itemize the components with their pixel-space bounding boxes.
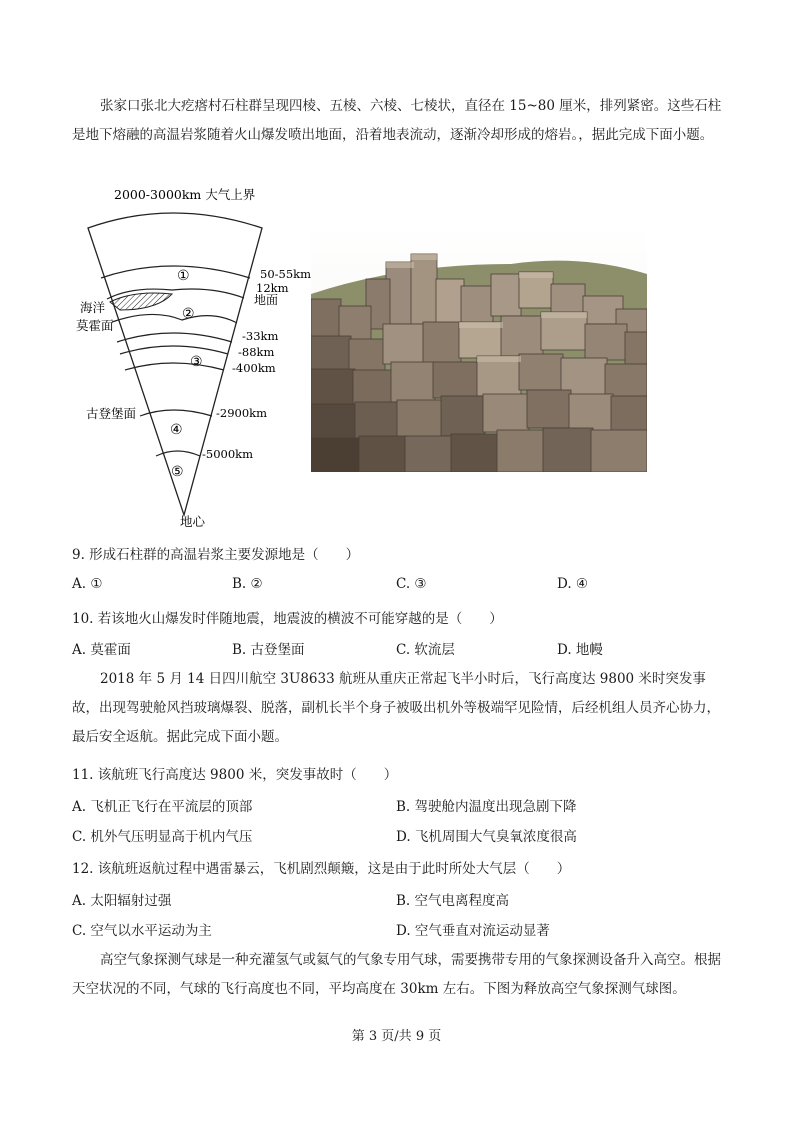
q12-option-d[interactable]: D. 空气垂直对流运动显著 (396, 923, 550, 939)
layer-1-label: ① (177, 268, 190, 284)
q9-option-d[interactable]: D. ④ (557, 576, 589, 592)
depth-label-50-55km: 50-55km (260, 267, 312, 281)
q10-option-b[interactable]: B. 古登堡面 (232, 642, 305, 658)
intro-paragraph-balloon: 高空气象探测气球是一种充灌氢气或氦气的气象专用气球，需要携带专用的气象探测设备升入高空。根据天空状况的不同，气球的飞行高度也不同，平均高度在 30km 左右。下图为释放高空气象探测气球图。 (72, 952, 721, 997)
depth-label-5000km: -5000km (202, 447, 254, 461)
q11-option-d[interactable]: D. 飞机周围大气臭氧浓度很高 (396, 829, 577, 845)
asthenosphere-bottom-line (120, 346, 228, 354)
q11-option-c[interactable]: C. 机外气压明显高于机内气压 (72, 829, 253, 845)
depth-label-88km: -88km (238, 345, 275, 359)
q12-option-c[interactable]: C. 空气以水平运动为主 (72, 923, 212, 939)
question-12-stem: 12. 该航班返航过程中遇雷暴云，飞机剧烈颠簸，这是由于此时所处大气层（ ） (72, 861, 571, 877)
atmosphere-top-label: 2000-3000km 大气上界 (114, 187, 256, 202)
q11-option-a[interactable]: A. 飞机正飞行在平流层的顶部 (72, 799, 253, 815)
q9-option-c[interactable]: C. ③ (396, 576, 427, 592)
depth-label-ground: 地面 (254, 293, 279, 307)
gutenberg-label: 古登堡面 (86, 406, 137, 421)
moho-label: 莫霍面 (76, 318, 114, 333)
question-10-stem: 10. 若该地火山爆发时伴随地震，地震波的横波不可能穿越的是（ ） (72, 611, 503, 627)
asthenosphere-top-line (117, 333, 232, 342)
q9-option-b[interactable]: B. ② (232, 576, 263, 592)
moho-line (112, 314, 237, 323)
question-9-stem: 9. 形成石柱群的高温岩浆主要发源地是（ ） (72, 547, 360, 563)
core-label: 地心 (180, 514, 206, 529)
q10-option-d[interactable]: D. 地幔 (557, 642, 603, 658)
mantle-400-line (125, 363, 224, 370)
depth-label-400km: -400km (232, 361, 276, 375)
layer-4-label: ④ (170, 422, 183, 438)
atmosphere-boundary-line (101, 266, 250, 278)
q9-option-a[interactable]: A. ① (72, 576, 103, 592)
depth-label-12km: 12km (256, 281, 289, 295)
q10-option-a[interactable]: A. 莫霍面 (72, 642, 131, 658)
question-11-stem: 11. 该航班飞行高度达 9800 米，突发事故时（ ） (72, 767, 398, 783)
ocean-crust-hatch (110, 293, 172, 310)
intro-paragraph-flight: 2018 年 5 月 14 日四川航空 3U8633 航班从重庆正常起飞半小时后，飞行高度达 9800 米时突发事故，出现驾驶舱风挡玻璃爆裂、脱落，副机长半个身子被吸出机外等极端罕见险情，后经机组人员齐心协力，最后安全返航。据此完成下面小题。 (72, 671, 720, 745)
depth-label-2900km: -2900km (216, 406, 268, 420)
layer-3-label: ③ (190, 354, 203, 370)
ocean-label: 海洋 (80, 300, 106, 315)
layer-5-label: ⑤ (171, 464, 184, 480)
page-number-footer: 第 3 页/共 9 页 (351, 1029, 442, 1044)
basalt-columns-photo (311, 224, 647, 472)
q11-option-b[interactable]: B. 驾驶舱内温度出现急剧下降 (396, 799, 577, 815)
layer-2-label: ② (182, 306, 195, 322)
earth-structure-diagram (72, 182, 320, 532)
q12-option-b[interactable]: B. 空气电离程度高 (396, 893, 510, 909)
intro-paragraph-basalt: 张家口张北大疙瘩村石柱群呈现四棱、五棱、六棱、七棱状，直径在 15~80 厘米，排列紧密。这些石柱是地下熔融的高温岩浆随着火山爆发喷出地面，沿着地表流动，逐渐冷却形成的熔岩。，据此完成下面小题。 (72, 98, 722, 143)
q12-option-a[interactable]: A. 太阳辐射过强 (72, 893, 172, 909)
depth-label-33km: -33km (242, 329, 279, 343)
q10-option-c[interactable]: C. 软流层 (396, 642, 455, 658)
